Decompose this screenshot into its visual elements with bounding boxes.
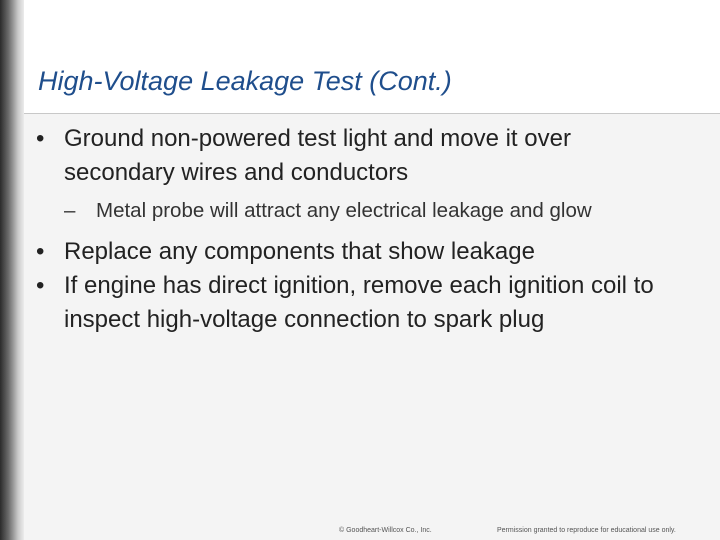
sub-bullet-mark: –	[64, 199, 76, 222]
bullet-item	[36, 122, 686, 190]
bullet-mark: •	[36, 272, 45, 299]
bullet-text: Replace any components that show leakage	[64, 238, 535, 265]
bullet-item	[36, 235, 686, 269]
slide-title: High-Voltage Leakage Test (Cont.)	[38, 66, 452, 96]
bullet-mark: •	[36, 238, 45, 265]
sub-bullet-item	[64, 196, 686, 225]
bullet-item	[36, 269, 686, 337]
sub-bullet-text: Metal probe will attract any electrical leakage and glow	[96, 199, 592, 222]
bullet-text: If engine has direct ignition, remove each ignition coil to inspect high-voltage connection to spark plug	[64, 272, 654, 333]
bullet-mark: •	[36, 125, 45, 152]
left-gradient-bar	[0, 0, 24, 540]
footer-permission: Permission granted to reproduce for educational use only.	[497, 527, 676, 534]
bullet-text: Ground non-powered test light and move it over secondary wires and conductors	[64, 125, 571, 186]
slide-content	[36, 122, 686, 337]
footer-copyright: © Goodheart-Willcox Co., Inc.	[339, 527, 432, 534]
title-divider	[24, 113, 720, 114]
